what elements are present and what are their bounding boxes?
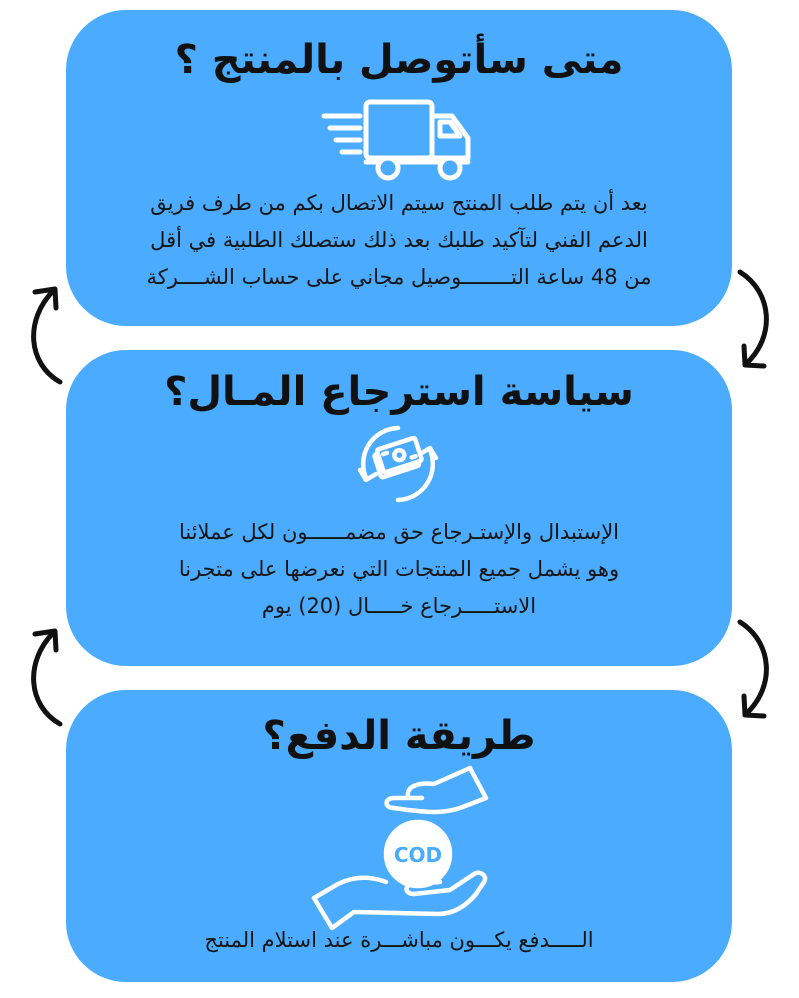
refund-line-3: الاستـــــرجاع خـــــال (20) يوم xyxy=(261,594,537,618)
payment-line-1: الـــــدفع يكـــون مباشـــرة عند استلام المنتج xyxy=(204,928,594,952)
payment-method-card xyxy=(66,690,732,982)
cod-label: COD xyxy=(393,843,443,867)
delivery-description xyxy=(80,185,718,296)
delivery-line-3: من 48 ساعة التــــــــوصيل مجاني على حساب الشــــركة xyxy=(146,265,652,289)
curved-arrow-up-icon xyxy=(20,620,68,730)
delivery-info-card xyxy=(66,10,732,326)
cash-on-delivery-icon xyxy=(310,764,490,934)
money-refund-icon xyxy=(352,422,444,506)
refund-description xyxy=(80,514,718,625)
refund-line-1: الإستبدال والإستـرجاع حق مضمــــــون لكل عملائنا xyxy=(178,520,620,544)
delivery-line-2: الدعم الفني لتآكيد طلبك بعد ذلك ستصلك الطلبية في أقل xyxy=(150,228,648,252)
payment-title: طريقة الدفع؟ xyxy=(262,713,536,759)
delivery-line-1: بعد أن يتم طلب المنتج سيتم الاتصال بكم من طرف فريق xyxy=(150,191,648,215)
curved-arrow-down-icon xyxy=(732,616,780,726)
delivery-title: متى سأتوصل بالمنتج ؟ xyxy=(174,37,624,83)
curved-arrow-down-icon xyxy=(732,266,780,376)
delivery-truck-icon xyxy=(318,96,476,182)
payment-description xyxy=(80,922,718,959)
refund-policy-card xyxy=(66,350,732,666)
refund-line-2: وهو يشمل جميع المنتجات التي نعرضها على متجرنا xyxy=(178,557,620,581)
curved-arrow-up-icon xyxy=(20,278,68,388)
refund-title: سياسة استرجاع المـال؟ xyxy=(164,369,634,415)
